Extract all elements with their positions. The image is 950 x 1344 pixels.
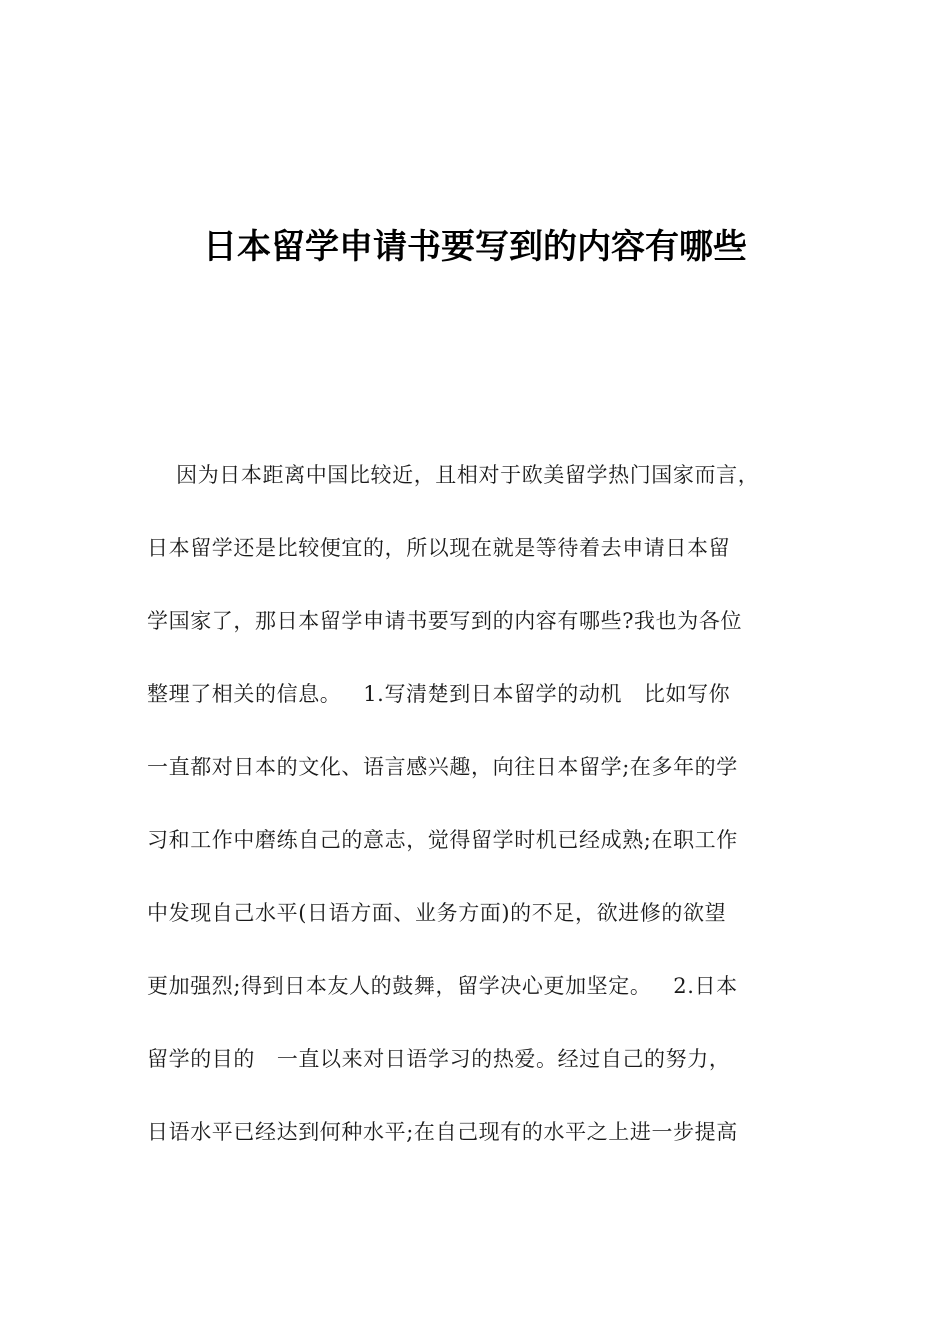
body-line: 习和工作中磨练自己的意志，觉得留学时机已经成熟;在职工作 — [147, 828, 738, 852]
body-line: 更加强烈;得到日本友人的鼓舞，留学决心更加坚定。 2.日本 — [147, 974, 738, 998]
document-title: 日本留学申请书要写到的内容有哪些 — [203, 227, 747, 267]
body-line: 整理了相关的信息。 1.写清楚到日本留学的动机 比如写你 — [147, 682, 731, 706]
body-line: 中发现自己水平(日语方面、业务方面)的不足，欲进修的欲望 — [147, 901, 727, 925]
document-body — [147, 452, 807, 1182]
body-line: 日本留学还是比较便宜的，所以现在就是等待着去申请日本留 — [147, 536, 731, 560]
body-line: 一直都对日本的文化、语言感兴趣，向往日本留学;在多年的学 — [147, 755, 738, 779]
body-line: 留学的目的 一直以来对日语学习的热爱。经过自己的努力， — [147, 1047, 731, 1071]
body-line: 学国家了，那日本留学申请书要写到的内容有哪些?我也为各位 — [147, 609, 743, 633]
body-line: 因为日本距离中国比较近，且相对于欧美留学热门国家而言， — [147, 463, 760, 487]
body-line: 日语水平已经达到何种水平;在自己现有的水平之上进一步提高 — [147, 1120, 738, 1144]
